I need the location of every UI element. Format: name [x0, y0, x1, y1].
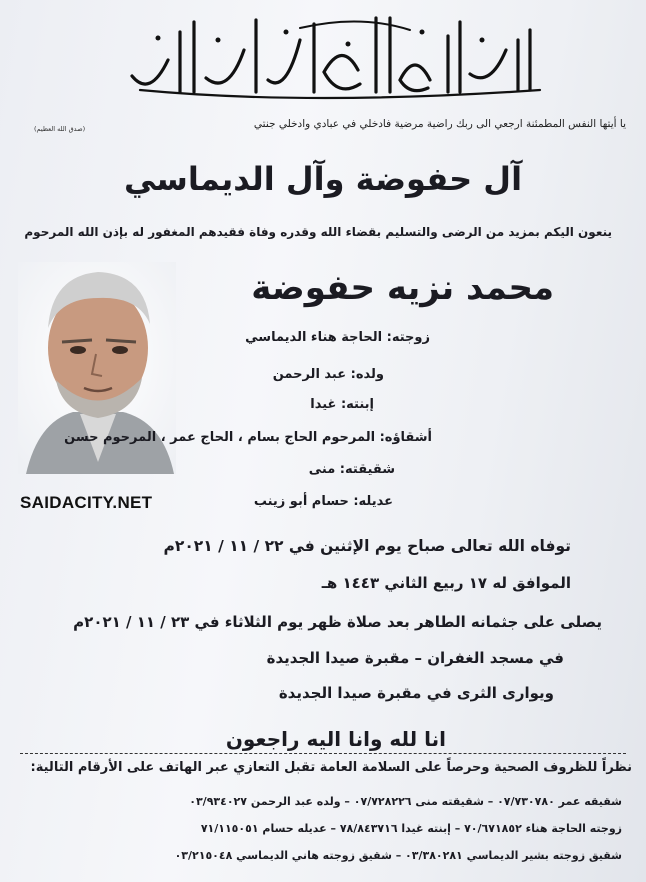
funeral-prayer: يصلى على جثمانه الطاهر بعد صلاة ظهر يوم الثلاثاء في ٢٣ / ١١ / ٢٠٢١م: [73, 613, 602, 631]
mosque-location: في مسجد الغفران – مقبرة صيدا الجديدة: [266, 649, 564, 667]
relative-daughter: إبنته: غيدا: [310, 397, 374, 412]
phone-line: شقيق زوجته بشير الديماسي ٠٣/٣٨٠٢٨١ – شقيق زوجته هاني الديماسي ٠٣/٢١٥٠٤٨: [174, 849, 622, 862]
quran-phrase: انا لله وانا اليه راجعون: [225, 727, 446, 751]
phone-line: شقيقه عمر ٠٧/٧٣٠٧٨٠ – شقيقته منى ٠٧/٧٢٨٢٢٦ – ولده عبد الرحمن ٠٣/٩٣٤٠٢٧: [189, 795, 622, 808]
relative-brother-in-law: عديله: حسام أبو زينب: [253, 494, 393, 509]
calligraphy-header: [110, 10, 550, 102]
relative-wife: زوجته: الحاجة هناء الديماسي: [245, 330, 430, 345]
hijri-date: الموافق له ١٧ ربيع الثاني ١٤٤٣ هـ: [321, 574, 571, 592]
condolence-notice: نظراً للظروف الصحية وحرصاً على السلامة العامة تقبل التعازي عبر الهاتف على الأرقام التالية:: [30, 760, 632, 775]
divider: [20, 753, 626, 754]
phone-line: زوجته الحاجة هناء ٧٠/٦٧١٨٥٢ – إبنته غيدا ٧٨/٨٤٣٧١٦ – عديله حسام ٧١/١١٥٠٥١: [200, 822, 622, 835]
verse-source: (صدق الله العظيم): [34, 125, 86, 133]
death-date: توفاه الله تعالى صباح يوم الإثنين في ٢٢ / ١١ / ٢٠٢١م: [163, 537, 571, 555]
website-watermark: SAIDACITY.NET: [20, 493, 153, 512]
deceased-name: محمد نزيه حفوضة: [251, 268, 554, 308]
relative-son: ولده: عبد الرحمن: [272, 367, 384, 382]
announcement-intro: ينعون اليكم بمزيد من الرضى والتسليم بقضاء الله وقدره وفاة فقيدهم المغفور له بإذن الله المرحوم: [24, 225, 612, 239]
relative-sister: شقيقته: منى: [308, 462, 395, 477]
relative-brothers: أشقاؤه: المرحوم الحاج بسام ، الحاج عمر ، المرحوم حسن: [64, 430, 432, 445]
quran-verse: يا أيتها النفس المطمئنة ارجعي الى ربك راضية مرضية فادخلي في عبادي وادخلي جنتي: [253, 118, 626, 130]
burial-location: ويوارى الثرى في مقبرة صيدا الجديدة: [278, 684, 554, 702]
families-title: آل حفوضة وآل الديماسي: [123, 160, 523, 198]
